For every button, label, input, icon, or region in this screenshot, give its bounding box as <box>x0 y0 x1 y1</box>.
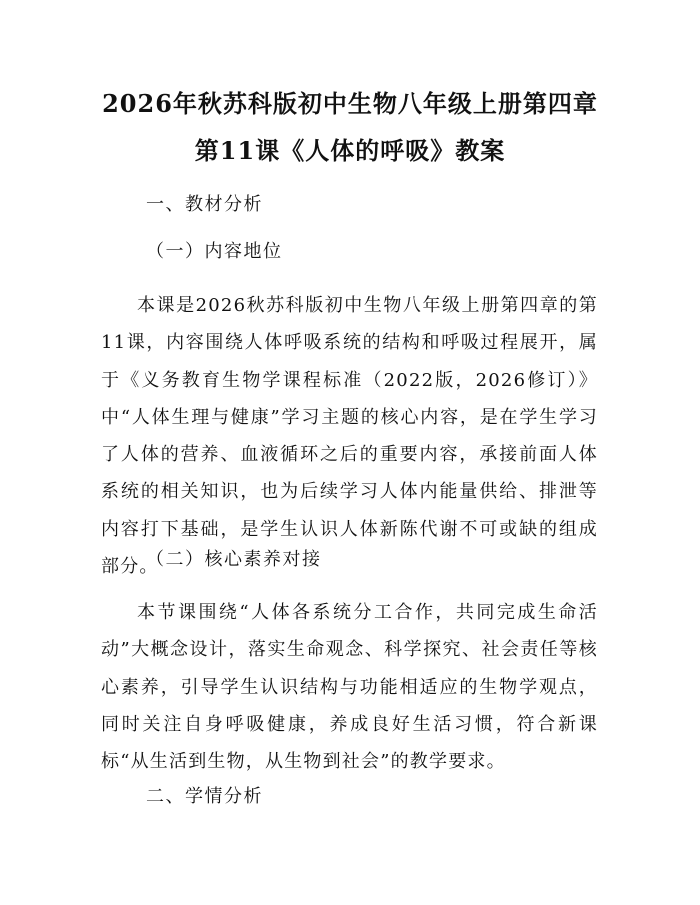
section-heading-textbook-analysis: 一、教材分析 <box>146 194 263 215</box>
paragraph-core-literacy: 本节课围绕“人体各系统分工合作，共同完成生命活动”大概念设计，落实生命观念、科学探究、社会责任等核心素养，引导学生认识结构与功能相适应的生物学观点，同时关注自身呼吸健康，养成良好生活习惯，符合新课标“从生活到生物，从生物到社会”的教学要求。 <box>101 602 598 773</box>
paragraph-content-position: 本课是2026秋苏科版初中生物八年级上册第四章的第11课，内容围绕人体呼吸系统的结构和呼吸过程展开，属于《义务教育生物学课程标准（2022版，2026修订）》中“人体生理与健康”学习主题的核心内容，是在学生学习了人体的营养、血液循环之后的重要内容，承接前面人体系统的相关知识，也为后续学习人体内能量供给、排泄等内容打下基础，是学生认识人体新陈代谢不可或缺的组成部分。 <box>101 295 598 578</box>
subsection-heading-content-position: （一）内容地位 <box>146 241 283 262</box>
subsection-heading-core-literacy: （二）核心素养对接 <box>146 549 322 570</box>
document-title-line-1: 2026年秋苏科版初中生物八年级上册第四章 <box>102 89 598 118</box>
section-heading-student-analysis: 二、学情分析 <box>146 786 263 807</box>
document-title-line-2: 第11课《人体的呼吸》教案 <box>194 136 506 165</box>
